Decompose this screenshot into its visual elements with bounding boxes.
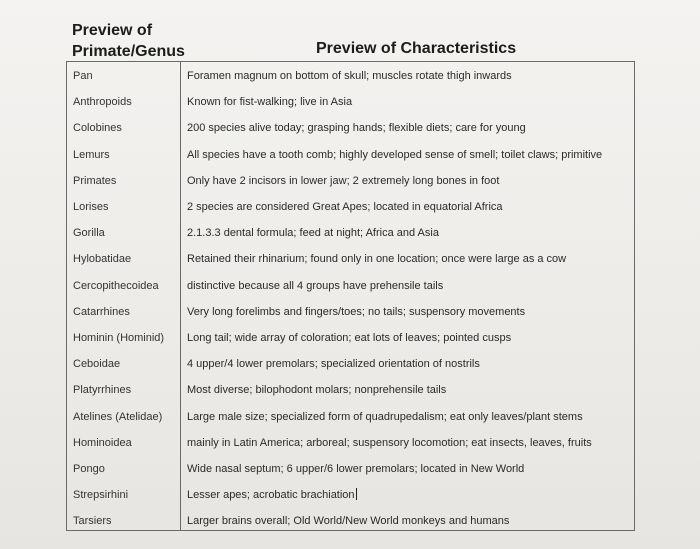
- characteristic-cell: [187, 482, 632, 508]
- genus-cell: Colobines: [73, 122, 122, 135]
- genus-cell: Hominin (Hominid): [73, 332, 165, 344]
- characteristic-cell: [187, 351, 632, 377]
- genus-cell: Hylobatidae: [73, 253, 132, 266]
- characteristic-cell: [187, 89, 632, 115]
- characteristic-cell: [187, 508, 632, 534]
- table-row: [66, 430, 635, 456]
- characteristic-text: Larger brains overall; Old World/New World monkeys and humans: [187, 515, 510, 528]
- genus-cell: Pan: [73, 70, 93, 82]
- characteristic-text: Wide nasal septum; 6 upper/6 lower premolars; located in New World: [187, 463, 525, 475]
- characteristic-text: Most diverse; bilophodont molars; nonprehensile tails: [187, 384, 447, 397]
- characteristic-text: Lesser apes; acrobatic brachiation: [187, 489, 355, 502]
- genus-cell: Lorises: [73, 201, 109, 213]
- table-row: [66, 351, 635, 377]
- table-row: [66, 142, 635, 168]
- table-row: [66, 246, 635, 272]
- genus-header: [72, 20, 185, 62]
- characteristic-text: 4 upper/4 lower premolars; specialized orientation of nostrils: [187, 358, 480, 371]
- genus-cell: Cercopithecoidea: [73, 279, 159, 292]
- genus-cell: Lemurs: [73, 148, 110, 161]
- characteristic-text: 200 species alive today; grasping hands; flexible diets; care for young: [187, 122, 526, 135]
- characteristic-text: mainly in Latin America; arboreal; suspensory locomotion; eat insects, leaves, fruits: [187, 436, 592, 449]
- table-row: [66, 194, 635, 220]
- characteristic-cell: [187, 456, 632, 482]
- table-row: [66, 168, 635, 194]
- characteristic-cell: [187, 273, 632, 299]
- table-row: [66, 115, 635, 141]
- genus-cell: Catarrhines: [73, 305, 130, 318]
- genus-cell: Strepsirhini: [73, 489, 129, 502]
- genus-header-line2: Primate/Genus: [72, 43, 185, 60]
- characteristic-cell: [187, 299, 632, 325]
- characteristic-text: Only have 2 incisors in lower jaw; 2 extremely long bones in foot: [187, 174, 500, 187]
- genus-cell: Pongo: [73, 463, 105, 475]
- genus-cell: Primates: [73, 174, 117, 187]
- characteristic-text: 2.1.3.3 dental formula; feed at night; Africa and Asia: [187, 227, 439, 240]
- table-row: [66, 89, 635, 115]
- characteristic-cell: [187, 404, 632, 430]
- characteristic-cell: [187, 115, 632, 141]
- table-row: [66, 220, 635, 246]
- characteristic-text: Foramen magnum on bottom of skull; muscles rotate thigh inwards: [187, 70, 512, 82]
- genus-cell: Hominoidea: [73, 436, 132, 449]
- text-cursor: [356, 488, 357, 500]
- characteristic-cell: [187, 63, 632, 89]
- genus-cell: Platyrrhines: [73, 384, 132, 397]
- table-row: [66, 377, 635, 403]
- table-row: [66, 273, 635, 299]
- characteristic-text: Very long forelimbs and fingers/toes; no tails; suspensory movements: [187, 305, 526, 318]
- characteristic-cell: [187, 377, 632, 403]
- characteristic-text: distinctive because all 4 groups have prehensile tails: [187, 279, 444, 292]
- characteristic-cell: [187, 168, 632, 194]
- table-row: [66, 456, 635, 482]
- characteristics-header: Preview of Characteristics: [316, 40, 517, 57]
- genus-cell: Anthropoids: [73, 96, 132, 109]
- genus-cell: Tarsiers: [73, 515, 112, 528]
- characteristic-cell: [187, 325, 632, 351]
- characteristic-cell: [187, 142, 632, 168]
- table-row: [66, 508, 635, 534]
- genus-cell: Ceboidae: [73, 358, 121, 371]
- table-row: [66, 299, 635, 325]
- genus-cell: Atelines (Atelidae): [73, 410, 163, 423]
- genus-cell: Gorilla: [73, 227, 105, 240]
- characteristic-cell: [187, 194, 632, 220]
- genus-header-line1: Preview of: [72, 22, 153, 39]
- characteristic-text: All species have a tooth comb; highly developed sense of smell; toilet claws; primitive: [187, 148, 603, 161]
- table-row: [66, 325, 635, 351]
- characteristic-text: Long tail; wide array of coloration; eat lots of leaves; pointed cusps: [187, 332, 512, 344]
- characteristic-text: 2 species are considered Great Apes; located in equatorial Africa: [187, 201, 503, 213]
- table-row: [66, 482, 635, 508]
- table-row: [66, 404, 635, 430]
- characteristic-text: Large male size; specialized form of quadrupedalism; eat only leaves/plant stems: [187, 410, 583, 423]
- characteristic-text: Retained their rhinarium; found only in one location; once were large as a cow: [187, 253, 567, 266]
- characteristic-cell: [187, 220, 632, 246]
- characteristic-cell: [187, 430, 632, 456]
- characteristic-text: Known for fist-walking; live in Asia: [187, 96, 353, 109]
- table-row: [66, 63, 635, 89]
- characteristic-cell: [187, 246, 632, 272]
